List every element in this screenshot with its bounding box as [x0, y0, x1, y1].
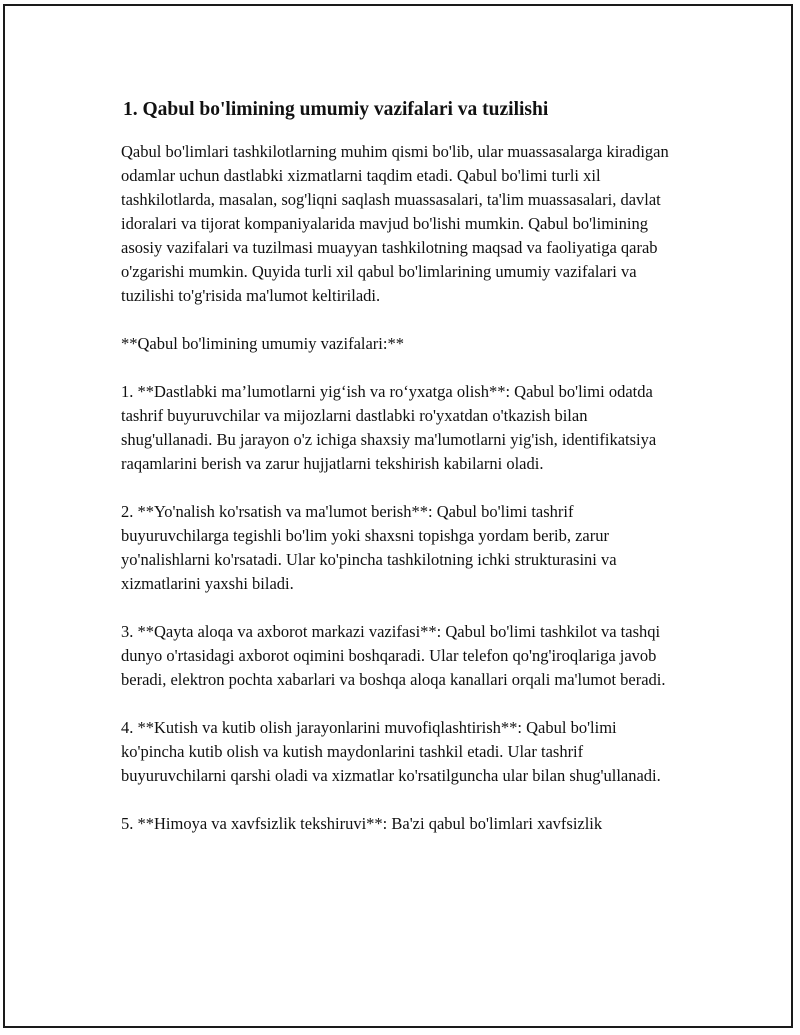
- section-heading-paragraph: **Qabul bo'limining umumiy vazifalari:**: [121, 334, 404, 353]
- list-item-2: 2. **Yo'nalish ko'rsatish va ma'lumot berish**: Qabul bo'limi tashrif buyuruvchilarga tegishli bo'lim yoki shaxsni topishga yordam berib, zarur yo'nalishlarni ko'rsatadi. Ular ko'pincha tashkilotning ichki strukturasini va xizmatlarini yaxshi biladi.: [121, 502, 617, 593]
- document-title: 1. Qabul bo'limining umumiy vazifalari va tuzilishi: [123, 99, 549, 120]
- list-item-3: 3. **Qayta aloqa va axborot markazi vazifasi**: Qabul bo'limi tashkilot va tashqi dunyo o'rtasidagi axborot oqimini boshqaradi. Ular telefon qo'ng'iroqlariga javob beradi, elektron pochta xabarlari va boshqa aloqa kanallari orqali ma'lumot beradi.: [121, 622, 666, 689]
- intro-paragraph: Qabul bo'limlari tashkilotlarning muhim qismi bo'lib, ular muassasalarga kiradigan odamlar uchun dastlabki xizmatlarni taqdim etadi. Qabul bo'limi turli xil tashkilotlarda, masalan, sog'liqni saqlash muassasalari, ta'lim muassasalari, davlat idoralari va tijorat kompaniyalarida mavjud bo'lishi mumkin. Qabul bo'limining asosiy vazifalari va tuzilmasi muayyan tashkilotning maqsad va faoliyatiga qarab o'zgarishi mumkin. Quyida turli xil qabul bo'limlarining umumiy vazifalari va tuzilishi to'g'risida ma'lumot keltiriladi.: [121, 142, 669, 305]
- page-frame: [3, 4, 793, 1028]
- list-item-1: 1. **Dastlabki ma’lumotlarni yig‘ish va ro‘yxatga olish**: Qabul bo'limi odatda tashrif buyuruvchilar va mijozlarni dastlabki ro'yxatdan o'tkazish bilan shug'ullanadi. Bu jarayon o'z ichiga shaxsiy ma'lumotlarni yig'ish, identifikatsiya raqamlarini berish va zarur hujjatlarni tekshirish kabilarni oladi.: [121, 382, 657, 473]
- document-body: [121, 98, 681, 836]
- list-item-5: 5. **Himoya va xavfsizlik tekshiruvi**: Ba'zi qabul bo'limlari xavfsizlik: [121, 814, 603, 833]
- list-item-4: 4. **Kutish va kutib olish jarayonlarini muvofiqlashtirish**: Qabul bo'limi ko'pincha kutib olish va kutish maydonlarini tashkil etadi. Ular tashrif buyuruvchilarni qarshi oladi va xizmatlar ko'rsatilguncha ular bilan shug'ullanadi.: [121, 718, 661, 785]
